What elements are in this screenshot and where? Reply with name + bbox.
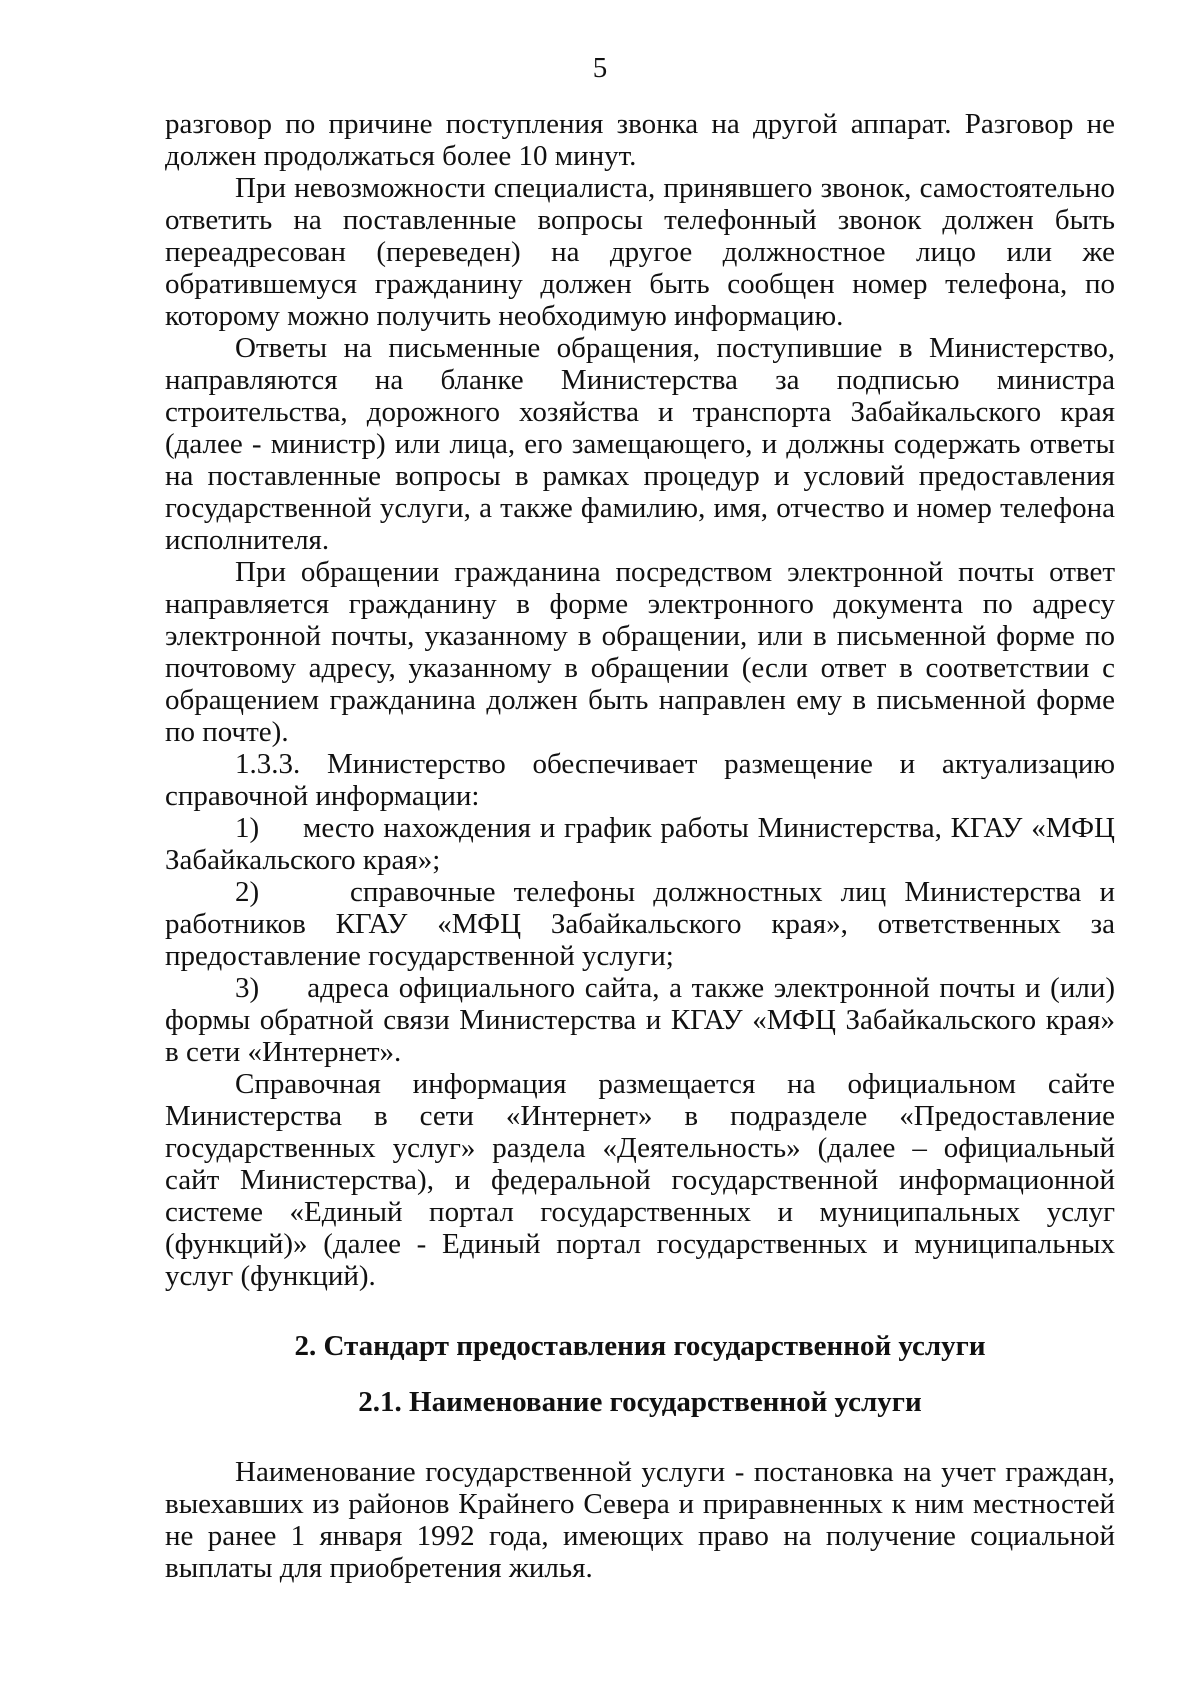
subsection-heading: 2.1. Наименование государственной услуги [358, 1386, 922, 1418]
page-number: 5 [592, 52, 608, 84]
paragraph: разговор по причине поступления звонка на другой аппарат. Разговор не должен продолжаться более 10 минут. [165, 108, 1115, 172]
paragraph: При обращении гражданина посредством электронной почты ответ направляется гражданину в форме электронного документа по адресу электронной почты, указанному в обращении, или в письменной форме по почтовому адресу, указанному в обращении (если ответ в соответствии с обращением гражданина должен быть направлен ему в письменной форме по почте). [165, 556, 1115, 748]
document-body [165, 108, 1115, 1584]
section-heading: 2. Стандарт предоставления государственной услуги [294, 1330, 986, 1362]
paragraph: Ответы на письменные обращения, поступившие в Министерство, направляются на бланке Министерства за подписью министра строительства, дорожного хозяйства и транспорта Забайкальского края (далее - министр) или лица, его замещающего, и должны содержать ответы на поставленные вопросы в рамках процедур и условий предоставления государственной услуги, а также фамилию, имя, отчество и номер телефона исполнителя. [165, 332, 1115, 556]
paragraph: При невозможности специалиста, принявшего звонок, самостоятельно ответить на поставленные вопросы телефонный звонок должен быть переадресован (переведен) на другое должностное лицо или же обратившемуся гражданину должен быть сообщен номер телефона, по которому можно получить необходимую информацию. [165, 172, 1115, 332]
paragraph: Наименование государственной услуги - постановка на учет граждан, выехавших из районов Крайнего Севера и приравненных к ним местностей не ранее 1 января 1992 года, имеющих право на получение социальной выплаты для приобретения жилья. [165, 1456, 1115, 1584]
paragraph: Справочная информация размещается на официальном сайте Министерства в сети «Интернет» в подразделе «Предоставление государственных услуг» раздела «Деятельность» (далее – официальный сайт Министерства), и федеральной государственной информационной системе «Единый портал государственных и муниципальных услуг (функций)» (далее - Единый портал государственных и муниципальных услуг (функций). [165, 1068, 1115, 1292]
list-item: 2) справочные телефоны должностных лиц Министерства и работников КГАУ «МФЦ Забайкальского края», ответственных за предоставление государственной услуги; [165, 876, 1115, 972]
paragraph: 1.3.3. Министерство обеспечивает размещение и актуализацию справочной информации: [165, 748, 1115, 812]
list-item: 1) место нахождения и график работы Министерства, КГАУ «МФЦ Забайкальского края»; [165, 812, 1115, 876]
list-item: 3) адреса официального сайта, а также электронной почты и (или) формы обратной связи Министерства и КГАУ «МФЦ Забайкальского края» в сети «Интернет». [165, 972, 1115, 1068]
